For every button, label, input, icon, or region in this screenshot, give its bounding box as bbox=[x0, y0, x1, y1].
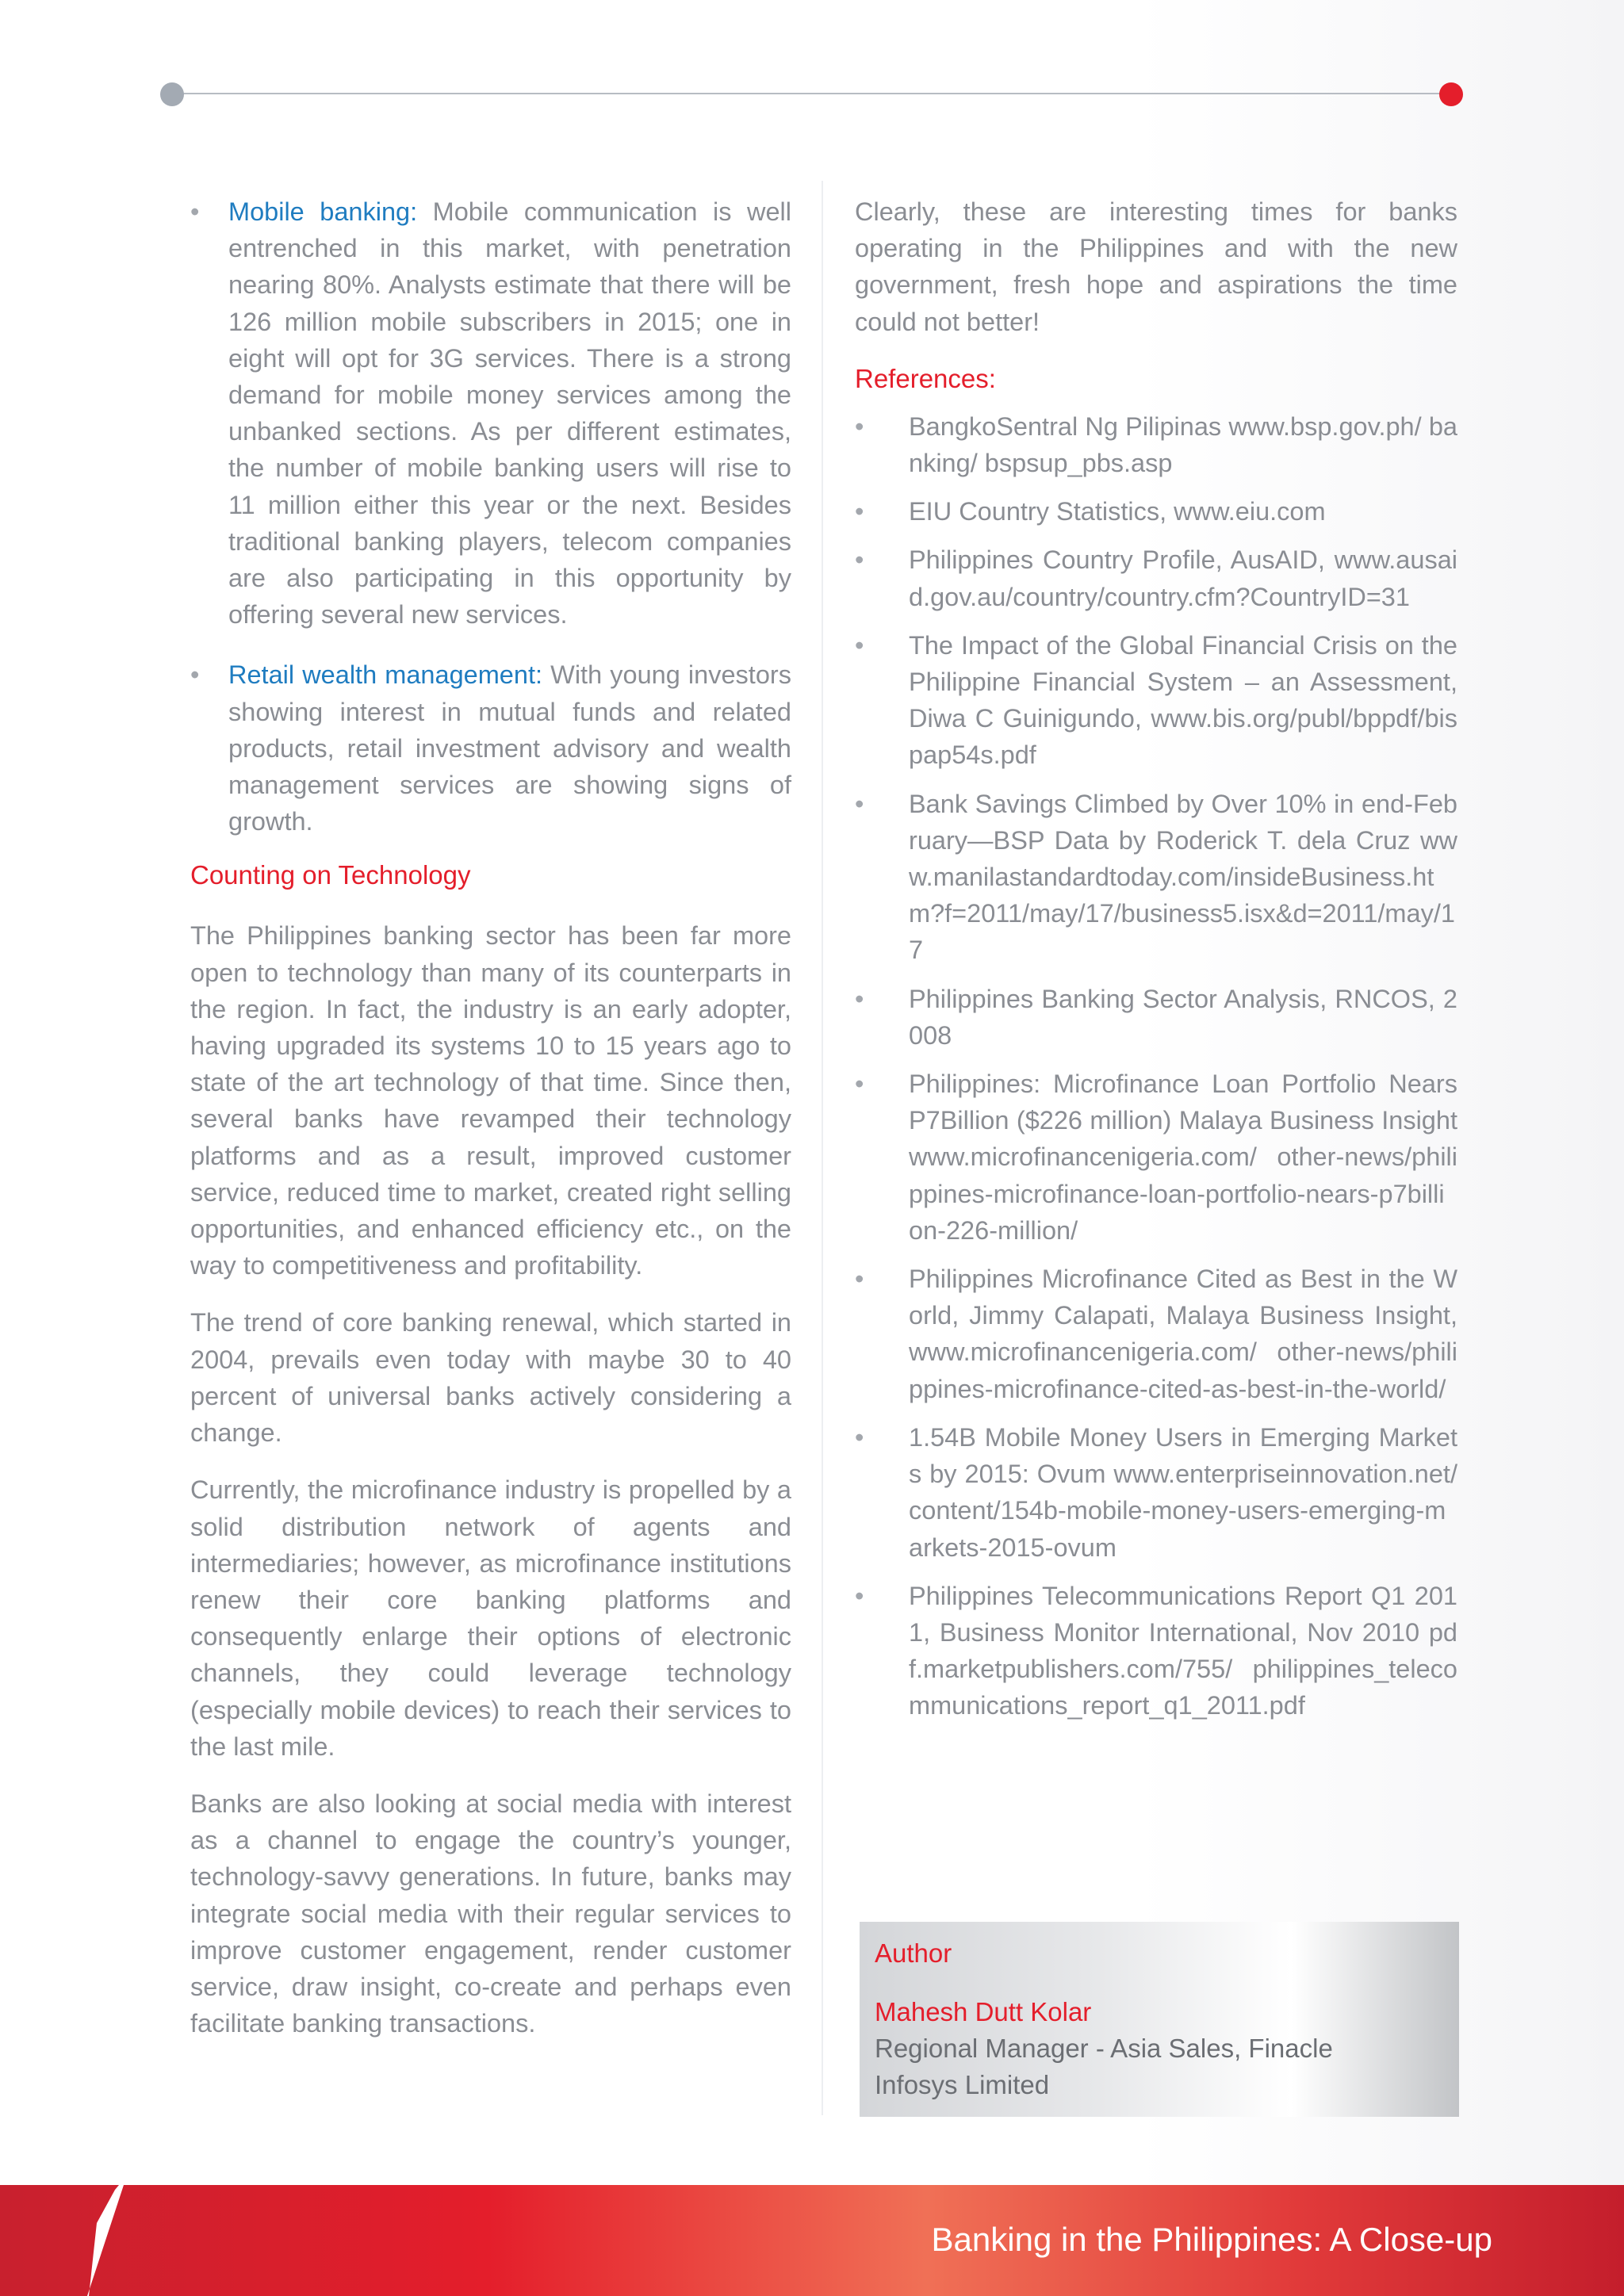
bullet-icon: • bbox=[855, 789, 864, 818]
bullet-mobile-banking bbox=[190, 193, 791, 633]
references-heading: References: bbox=[855, 363, 996, 393]
bullet-icon: • bbox=[855, 1422, 864, 1452]
bullet-lead: Mobile banking: bbox=[228, 197, 433, 226]
reference-item: • BangkoSentral Ng Pilipinas www.bsp.gov.ph/ banking/ bspsup_pbs.asp bbox=[855, 408, 1457, 481]
bullet-icon: • bbox=[855, 1581, 864, 1610]
bullet-icon: • bbox=[190, 660, 200, 690]
column-divider bbox=[822, 181, 823, 2115]
header-dot-gray bbox=[160, 82, 184, 106]
header-rule bbox=[173, 93, 1451, 94]
header-dot-red bbox=[1439, 82, 1463, 106]
author-name: Mahesh Dutt Kolar bbox=[875, 1997, 1092, 2026]
author-box bbox=[860, 1922, 1459, 2117]
bullet-icon: • bbox=[855, 984, 864, 1013]
reference-item: • The Impact of the Global Financial Crisis on the Philippine Financial System – an Assessment, Diwa C Guinigundo, www.bis.org/publ/bppdf/bispap54s.pdf bbox=[855, 627, 1457, 774]
body-paragraph: The trend of core banking renewal, which started in 2004, prevails even today with maybe 30 to 40 percent of universal banks actively considering a change. bbox=[190, 1308, 791, 1448]
footer-title: Banking in the Philippines: A Close-up bbox=[931, 2221, 1492, 2258]
reference-item: • Bank Savings Climbed by Over 10% in end-February—BSP Data by Roderick T. dela Cruz www.manilastandardtoday.com/insideBusiness.htm?f=2011/may/17/business5.isx&d=2011/may/17 bbox=[855, 786, 1457, 969]
bullet-icon: • bbox=[855, 411, 864, 441]
reference-item: • Philippines: Microfinance Loan Portfolio Nears P7Billion ($226 million) Malaya Business Insight www.microfinancenigeria.com/ other-news/philippines-microfinance-loan-portfolio-nears-p7billion-226-million/ bbox=[855, 1066, 1457, 1249]
bullet-icon: • bbox=[855, 545, 864, 575]
author-company: Infosys Limited bbox=[875, 2070, 1050, 2099]
bullet-icon: • bbox=[190, 197, 200, 226]
bullet-icon: • bbox=[855, 1070, 864, 1099]
body-paragraph: Banks are also looking at social media with interest as a channel to engage the country’s younger, technology-savvy generations. In future, banks may integrate social media with their regular services to improve customer engagement, render customer service, draw insight, co-create and perhaps even facilitate banking transactions. bbox=[190, 1789, 791, 2038]
reference-item: • Philippines Country Profile, AusAID, www.ausaid.gov.au/country/country.cfm?CountryID=31 bbox=[855, 541, 1457, 614]
references-list bbox=[855, 408, 1457, 1724]
right-column bbox=[855, 193, 1457, 1736]
body-paragraph: The Philippines banking sector has been far more open to technology than many of its counterparts in the region. In fact, the industry is an early adopter, having upgraded its systems 10 to 15 years ago to state of the art technology of that time. Since then, several banks have revamped their technology platforms and as a result, improved customer service, reduced time to market, created right selling opportunities, and enhanced efficiency etc., on the way to competitiveness and profitability. bbox=[190, 921, 791, 1280]
bullet-icon: • bbox=[855, 497, 864, 526]
reference-item: • 1.54B Mobile Money Users in Emerging Markets by 2015: Ovum www.enterpriseinnovation.net/content/154b-mobile-money-users-emerging-markets-2015-ovum bbox=[855, 1419, 1457, 1566]
reference-item: • Philippines Telecommunications Report Q1 2011, Business Monitor International, Nov 2010 pdf.marketpublishers.com/755/ philippines_telecommunications_report_q1_2011.pdf bbox=[855, 1578, 1457, 1724]
reference-item: • Philippines Microfinance Cited as Best in the World, Jimmy Calapati, Malaya Business Insight, www.microfinancenigeria.com/ other-news/philippines-microfinance-cited-as-best-in-the-world/ bbox=[855, 1261, 1457, 1407]
author-title: Regional Manager - Asia Sales, Finacle bbox=[875, 2034, 1333, 2063]
reference-item: • EIU Country Statistics, www.eiu.com bbox=[855, 493, 1457, 530]
bullet-icon: • bbox=[855, 1265, 864, 1294]
body-paragraph: Currently, the microfinance industry is propelled by a solid distribution network of agents and intermediaries; however, as microfinance institutions renew their core banking platforms and consequently enlarge their options of electronic channels, they could leverage technology (especially mobile devices) to reach their services to the last mile. bbox=[190, 1475, 791, 1761]
left-column bbox=[190, 193, 791, 2062]
bullet-lead: Retail wealth management: bbox=[228, 660, 551, 690]
bullet-retail-wealth bbox=[190, 656, 791, 840]
section-heading: Counting on Technology bbox=[190, 860, 471, 890]
bullet-text: Mobile communication is well entrenched in this market, with penetration nearing 80%. Analysts estimate that there will be 126 million mobile subscribers in 2015; one in eight will opt for 3G services. There is a strong demand for mobile money services among the unbanked sections. As per different estimates, the number of mobile banking users will rise to 11 million either this year or the next. Besides traditional banking players, telecom companies are also participating in this opportunity by offering several new services. bbox=[228, 197, 791, 629]
bullet-text: With young investors showing interest in mutual funds and related products, retail investment advisory and wealth management services are showing signs of growth. bbox=[228, 660, 791, 836]
bullet-icon: • bbox=[855, 630, 864, 660]
reference-item: • Philippines Banking Sector Analysis, RNCOS, 2008 bbox=[855, 981, 1457, 1054]
author-label: Author bbox=[875, 1938, 952, 1968]
intro-paragraph: Clearly, these are interesting times for banks operating in the Philippines and with the new government, fresh hope and aspirations the time could not better! bbox=[855, 197, 1457, 336]
